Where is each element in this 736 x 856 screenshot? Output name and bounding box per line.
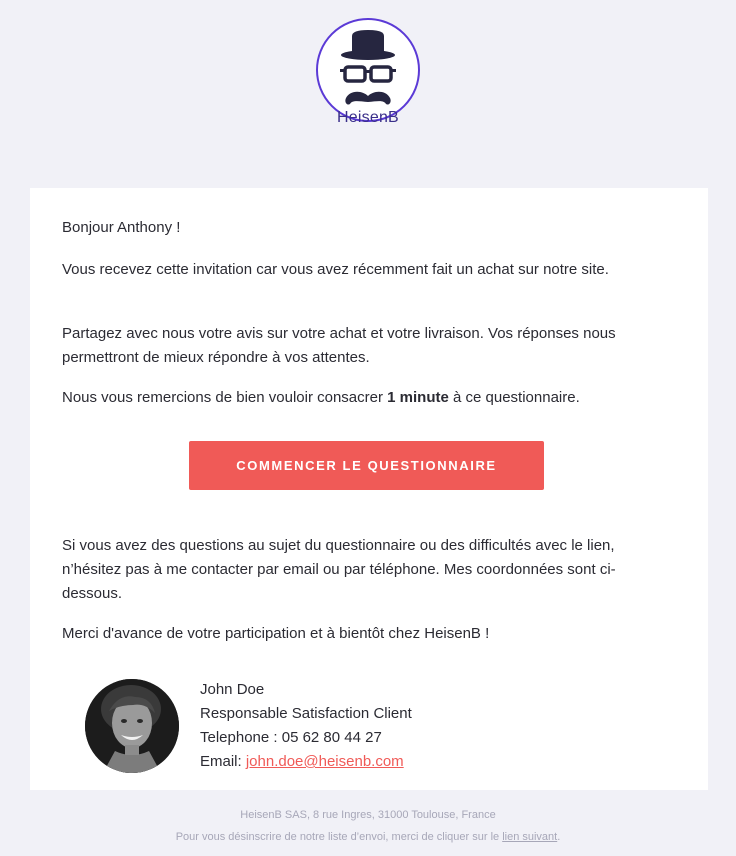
logo-circle	[316, 18, 420, 122]
duration-highlight: 1 minute	[387, 389, 449, 406]
signature-role: Responsable Satisfaction Client	[200, 705, 412, 722]
thanks-paragraph: Merci d'avance de votre participation et à bientôt chez HeisenB !	[62, 625, 490, 642]
avatar	[85, 679, 179, 773]
unsubscribe-link[interactable]: lien suivant	[502, 831, 558, 843]
greeting: Bonjour Anthony !	[62, 219, 181, 236]
duration-text-before: Nous vous remercions de bien vouloir consacrer	[62, 389, 388, 406]
logo	[0, 18, 736, 122]
unsubscribe-end: .	[557, 831, 561, 843]
unsubscribe-text: Pour vous désinscrire de notre liste d’envoi, merci de cliquer sur le	[175, 831, 503, 843]
intro-paragraph: Vous recevez cette invitation car vous avez récemment fait un achat sur notre site.	[62, 261, 609, 278]
brand-name: HeisenB	[337, 109, 399, 126]
signature-email-link[interactable]: john.doe@heisenb.com	[245, 753, 404, 770]
signature-email-label: Email:	[200, 753, 246, 770]
footer-address: HeisenB SAS, 8 rue Ingres, 31000 Toulouse, France	[240, 809, 496, 821]
email-card	[30, 188, 708, 790]
footer-unsubscribe	[0, 831, 736, 843]
signature-email-line	[200, 750, 412, 774]
feedback-paragraph: Partagez avec nous votre avis sur votre achat et votre livraison. Vos réponses nous permettront de mieux répondre à vos attentes.	[62, 325, 616, 366]
signature-phone: Telephone : 05 62 80 44 27	[200, 729, 382, 746]
start-survey-button[interactable]: COMMENCER LE QUESTIONNAIRE	[189, 441, 544, 490]
signature-name: John Doe	[200, 681, 265, 698]
duration-text-after: à ce questionnaire.	[448, 389, 580, 406]
duration-paragraph	[62, 386, 674, 410]
signature	[200, 678, 412, 774]
hat-glasses-mustache-icon	[338, 28, 398, 114]
contact-paragraph: Si vous avez des questions au sujet du questionnaire ou des difficultés avec le lien, n’hésitez pas à me contacter par email ou par téléphone. Mes coordonnées sont ci-dessous.	[62, 537, 616, 602]
avatar-photo	[85, 679, 179, 773]
